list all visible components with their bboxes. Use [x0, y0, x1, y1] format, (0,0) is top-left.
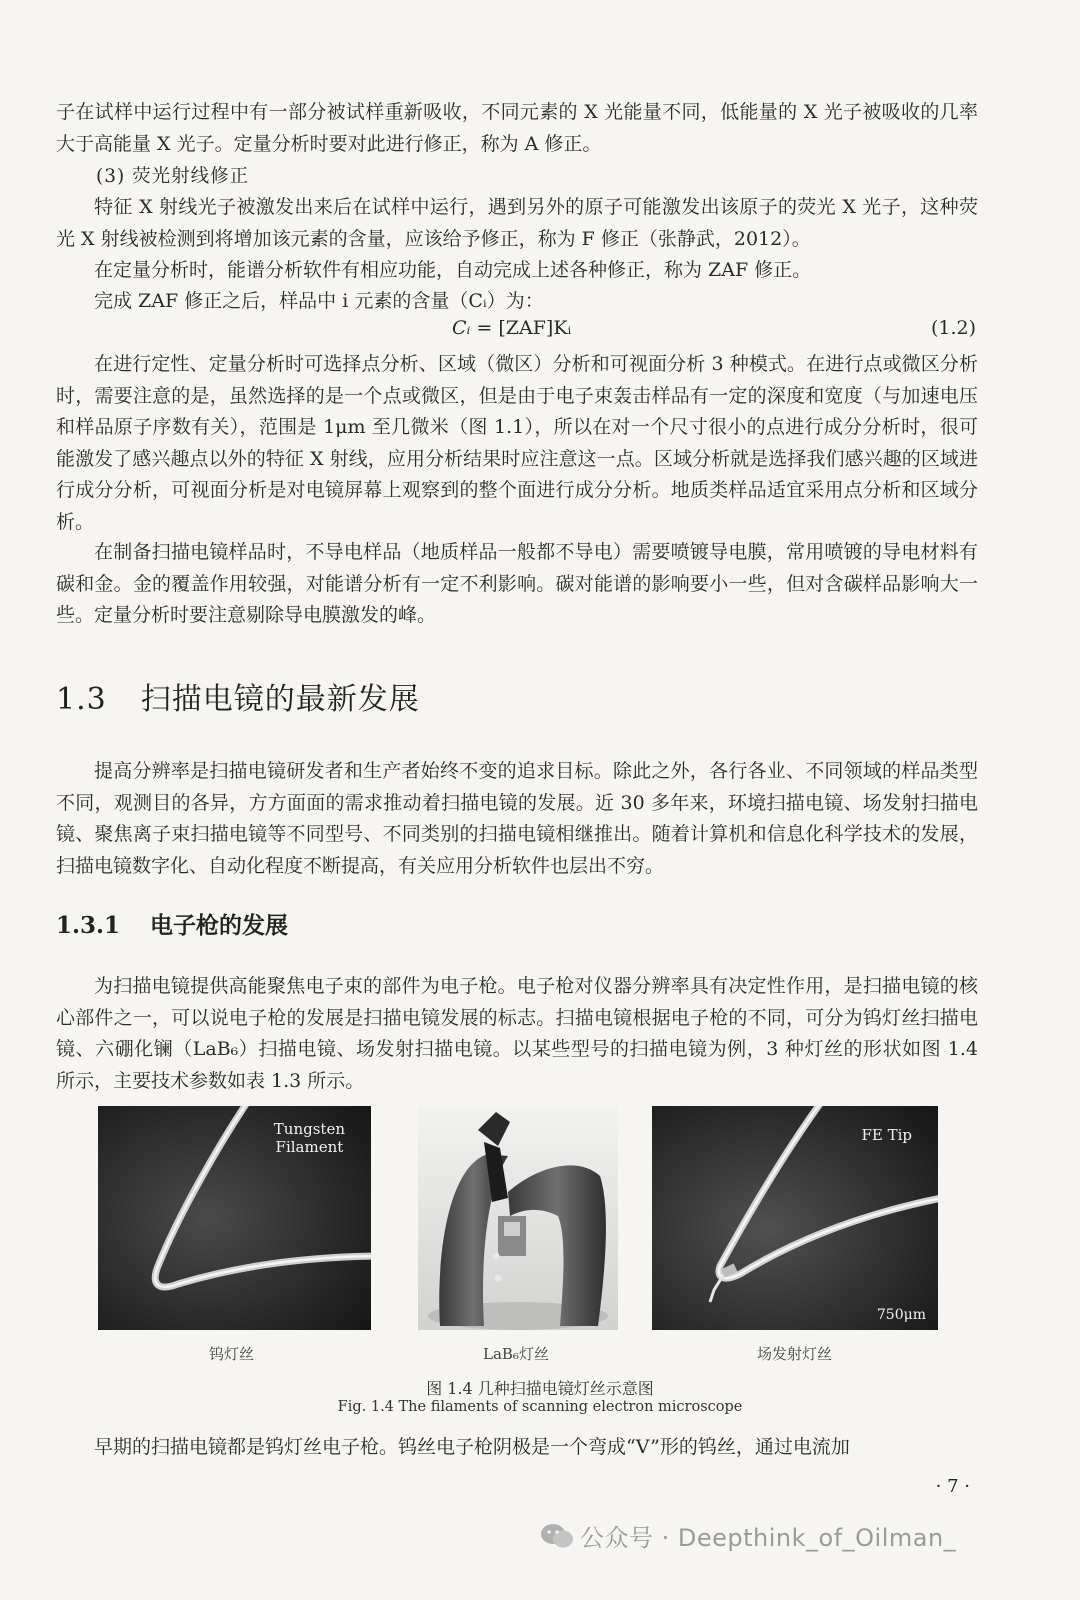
fe-tip-label: FE Tip	[861, 1126, 912, 1144]
subsection-heading	[56, 907, 288, 940]
subcaption-tungsten: 钨灯丝	[209, 1345, 255, 1363]
subheading-fluorescence-correction: (3) 荧光射线修正	[96, 166, 250, 187]
paragraph-tungsten-gun: 早期的扫描电镜都是钨灯丝电子枪。钨丝电子枪阴极是一个弯成“V”形的钨丝，通过电流加	[94, 1436, 850, 1458]
paragraph-a-correction: 子在试样中运行过程中有一部分被试样重新吸收，不同元素的 X 光能量不同，低能量的 X 光子被吸收的几率大于高能量 X 光子。定量分析时要对此进行修正，称为 A 修正。	[56, 101, 978, 155]
equation-number: (1.2)	[930, 317, 976, 339]
formula-lhs: Cᵢ	[452, 317, 471, 339]
figure-caption-cn: 图 1.4 几种扫描电镜灯丝示意图	[426, 1379, 654, 1398]
figure-lab6-filament	[418, 1106, 618, 1330]
lab6-filament-image	[418, 1106, 618, 1330]
paragraph-f-correction: 特征 X 射线光子被激发出来后在试样中运行，遇到另外的原子可能激发出该原子的荧光 X 光子，这种荧光 X 射线被检测到将增加该元素的含量，应该给予修正，称为 F 修正（张静武，2012）。	[56, 196, 978, 250]
fe-tip-scale: 750μm	[876, 1307, 926, 1323]
paragraph-electron-gun: 为扫描电镜提供高能聚焦电子束的部件为电子枪。电子枪对仪器分辨率具有决定性作用，是扫描电镜的核心部件之一，可以说电子枪的发展是扫描电镜发展的标志。扫描电镜根据电子枪的不同，可分为钨灯丝扫描电镜、六硼化镧（LaB₆）扫描电镜、场发射扫描电镜。以某些型号的扫描电镜为例，3 种灯丝的形状如图 1.4 所示，主要技术参数如表 1.3 所示。	[56, 975, 978, 1092]
figure-fe-tip	[652, 1106, 938, 1330]
formula-rhs: = [ZAF]Kᵢ	[476, 317, 572, 339]
paragraph-zaf-software: 在定量分析时，能谱分析软件有相应功能，自动完成上述各种修正，称为 ZAF 修正。	[94, 259, 812, 281]
wechat-icon	[540, 1522, 574, 1556]
paragraph-analysis-modes: 在进行定性、定量分析时可选择点分析、区域（微区）分析和可视面分析 3 种模式。在进行点或微区分析时，需要注意的是，虽然选择的是一个点或微区，但是由于电子束轰击样品有一定的深度和宽度（与加速电压和样品原子序数有关），范围是 1μm 至几微米（图 1.1），所以在对一个尺寸很小的点进行成分分析时，很可能激发了感兴趣点以外的特征 X 射线，应用分析结果时应注意这一点。区域分析就是选择我们感兴趣的区域进行成分分析，可视面分析是对电镜屏幕上观察到的整个面进行成分分析。地质类样品适宜采用点分析和区域分析。	[56, 353, 978, 533]
formula-1-2	[452, 317, 571, 339]
watermark	[540, 1518, 956, 1556]
subsection-number: 1.3.1	[56, 912, 121, 939]
watermark-text: 公众号 · Deepthink_of_Oilman_	[580, 1524, 957, 1552]
page-number: · 7 ·	[935, 1476, 970, 1497]
tungsten-label-line2: Filament	[275, 1138, 344, 1156]
paragraph-sem-development: 提高分辨率是扫描电镜研发者和生产者始终不变的追求目标。除此之外，各行各业、不同领域的样品类型不同，观测目的各异，方方面面的需求推动着扫描电镜的发展。近 30 多年来，环境扫描电镜、场发射扫描电镜、聚焦离子束扫描电镜等不同型号、不同类别的扫描电镜相继推出。随着计算机和信息化科学技术的发展，扫描电镜数字化、自动化程度不断提高，有关应用分析软件也层出不穷。	[56, 760, 978, 877]
section-number: 1.3	[56, 682, 107, 717]
subcaption-lab6: LaB₆灯丝	[483, 1345, 549, 1363]
paragraph-coating: 在制备扫描电镜样品时，不导电样品（地质样品一般都不导电）需要喷镀导电膜，常用喷镀的导电材料有碳和金。金的覆盖作用较强，对能谱分析有一定不利影响。碳对能谱的影响要小一些，但对含碳样品影响大一些。定量分析时要注意剔除导电膜激发的峰。	[56, 541, 978, 626]
subcaption-fe: 场发射灯丝	[757, 1345, 833, 1363]
paragraph-zaf-content: 完成 ZAF 修正之后，样品中 i 元素的含量（Cᵢ）为：	[94, 290, 544, 312]
tungsten-label-line1: Tungsten	[273, 1120, 345, 1138]
figure-tungsten-filament	[98, 1106, 371, 1330]
figure-caption-en: Fig. 1.4 The filaments of scanning electron microscope	[337, 1399, 743, 1415]
section-title: 扫描电镜的最新发展	[140, 682, 420, 717]
section-heading	[56, 674, 420, 718]
subsection-title: 电子枪的发展	[150, 912, 289, 939]
tungsten-label	[274, 1120, 345, 1156]
